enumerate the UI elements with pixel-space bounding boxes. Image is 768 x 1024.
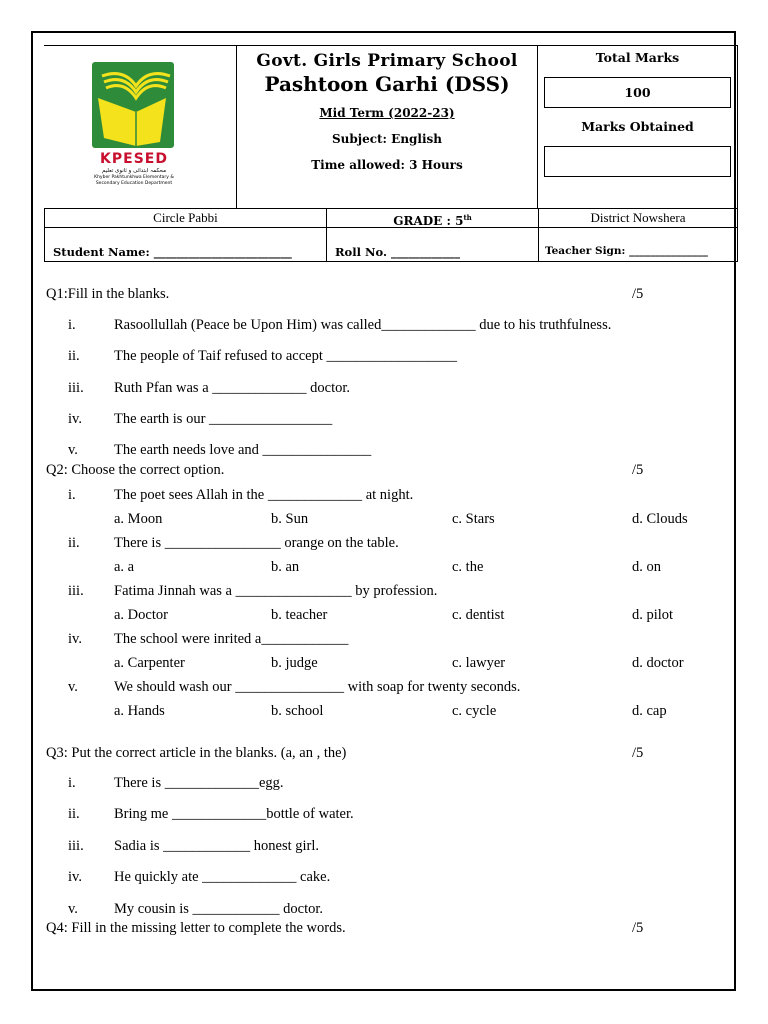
circle: Circle Pabbi [45,209,327,227]
q3-item-num: iii. [68,838,84,854]
header-info-row [44,209,738,228]
q2-item-text: Fatima Jinnah was a ________________ by profession. [114,583,438,599]
school-name-line1: Govt. Girls Primary School [256,51,518,71]
q1-title: Q1:Fill in the blanks. [46,286,170,302]
q3-item-num: i. [68,775,76,791]
q1-item-text: Ruth Pfan was a _____________ doctor. [114,380,351,396]
total-marks-label: Total Marks [595,50,680,65]
q2-option-a: a. a [114,559,135,575]
q2-option-d: d. pilot [632,607,674,623]
q2-option-d: d. doctor [632,655,684,671]
q2-option-a: a. Hands [114,703,165,719]
q3-item-num: iv. [68,869,82,885]
q2-option-a: a. Doctor [114,607,168,623]
marks-cell [538,46,737,208]
header-student-row [44,228,738,262]
q2-item-text: The school were inrited a____________ [114,631,349,647]
q2-item-num: iii. [68,583,84,599]
q2-option-d: d. on [632,559,661,575]
logo-wordmark: KPESED [100,151,168,167]
q3-item-text: There is _____________egg. [114,775,284,791]
q1-marks: /5 [632,286,644,302]
q3-item-num: ii. [68,806,80,822]
q4-title: Q4: Fill in the missing letter to complete the words. [46,920,346,936]
marks-obtained-label: Marks Obtained [581,119,694,134]
q2-item-num: ii. [68,535,80,551]
exam-title: Mid Term (2022-23) [319,106,455,120]
q3-item-text: Sadia is ____________ honest girl. [114,838,320,854]
q2-option-d: d. cap [632,703,667,719]
q3-item-text: Bring me _____________bottle of water. [114,806,354,822]
q2-option-b: b. an [271,559,300,575]
q2-item-num: i. [68,487,76,503]
q2-item-text: There is ________________ orange on the table. [114,535,399,551]
q3-item-text: He quickly ate _____________ cake. [114,869,331,885]
q1-item-text: The earth is our _________________ [114,411,333,427]
q3-marks: /5 [632,745,644,761]
q3-item-num: v. [68,901,78,917]
logo-text-block [88,152,180,187]
subject: Subject: English [331,132,443,146]
q2-option-c: c. cycle [452,703,497,719]
grade [327,209,539,227]
grade-sup: th [463,213,472,222]
q1-item-num: i. [68,317,76,333]
q2-option-c: c. dentist [452,607,505,623]
school-name-line2: Pashtoon Garhi (DSS) [264,72,510,96]
q3-item-text: My cousin is ____________ doctor. [114,901,324,917]
q2-item-num: v. [68,679,78,695]
q2-item-text: The poet sees Allah in the _____________ at night. [114,487,414,503]
q1-item-num: v. [68,442,78,458]
q2-option-c: c. the [452,559,484,575]
q2-marks: /5 [632,462,644,478]
total-marks-value: 100 [544,77,731,108]
title-cell [237,46,538,208]
logo-urdu: محکمہ ابتدائی و ثانوی تعلیم [101,168,167,174]
q2-title: Q2: Choose the correct option. [46,462,225,478]
header-table [44,45,738,209]
q1-item-text: Rasoollullah (Peace be Upon Him) was called_____________ due to his truthfulness. [114,317,612,333]
q1-item-num: iv. [68,411,82,427]
marks-obtained-box[interactable] [544,146,731,177]
q1-item-num: iii. [68,380,84,396]
q2-option-c: c. lawyer [452,655,506,671]
logo-cell [44,46,237,208]
q2-item-num: iv. [68,631,82,647]
q1-item-text: The earth needs love and _______________ [114,442,372,458]
q2-option-d: d. Clouds [632,511,688,527]
time-allowed: Time allowed: 3 Hours [311,158,463,172]
logo-sub2: Secondary Education Department [95,181,173,186]
district: District Nowshera [590,210,686,225]
q1-item-num: ii. [68,348,80,364]
q2-option-b: b. Sun [271,511,309,527]
logo-sub1: Khyber Pakhtunkhwa Elementary & [94,175,174,180]
q2-option-b: b. school [271,703,324,719]
q4-marks: /5 [632,920,644,936]
q1-item-text: The people of Taif refused to accept __________________ [114,348,457,364]
grade-text: GRADE : 5 [393,214,464,228]
q2-option-a: a. Moon [114,511,163,527]
q2-option-c: c. Stars [452,511,495,527]
q2-option-b: b. judge [271,655,318,671]
q2-option-a: a. Carpenter [114,655,185,671]
q2-item-text: We should wash our _______________ with soap for twenty seconds. [114,679,521,695]
roll-no-field[interactable]: Roll No. ____________ [327,228,539,261]
q2-option-b: b. teacher [271,607,328,623]
q3-title: Q3: Put the correct article in the blanks. (a, an , the) [46,745,347,761]
teacher-sign-field[interactable]: Teacher Sign: _______________ [545,245,708,257]
student-name-field[interactable]: Student Name: ________________________ [45,228,327,261]
